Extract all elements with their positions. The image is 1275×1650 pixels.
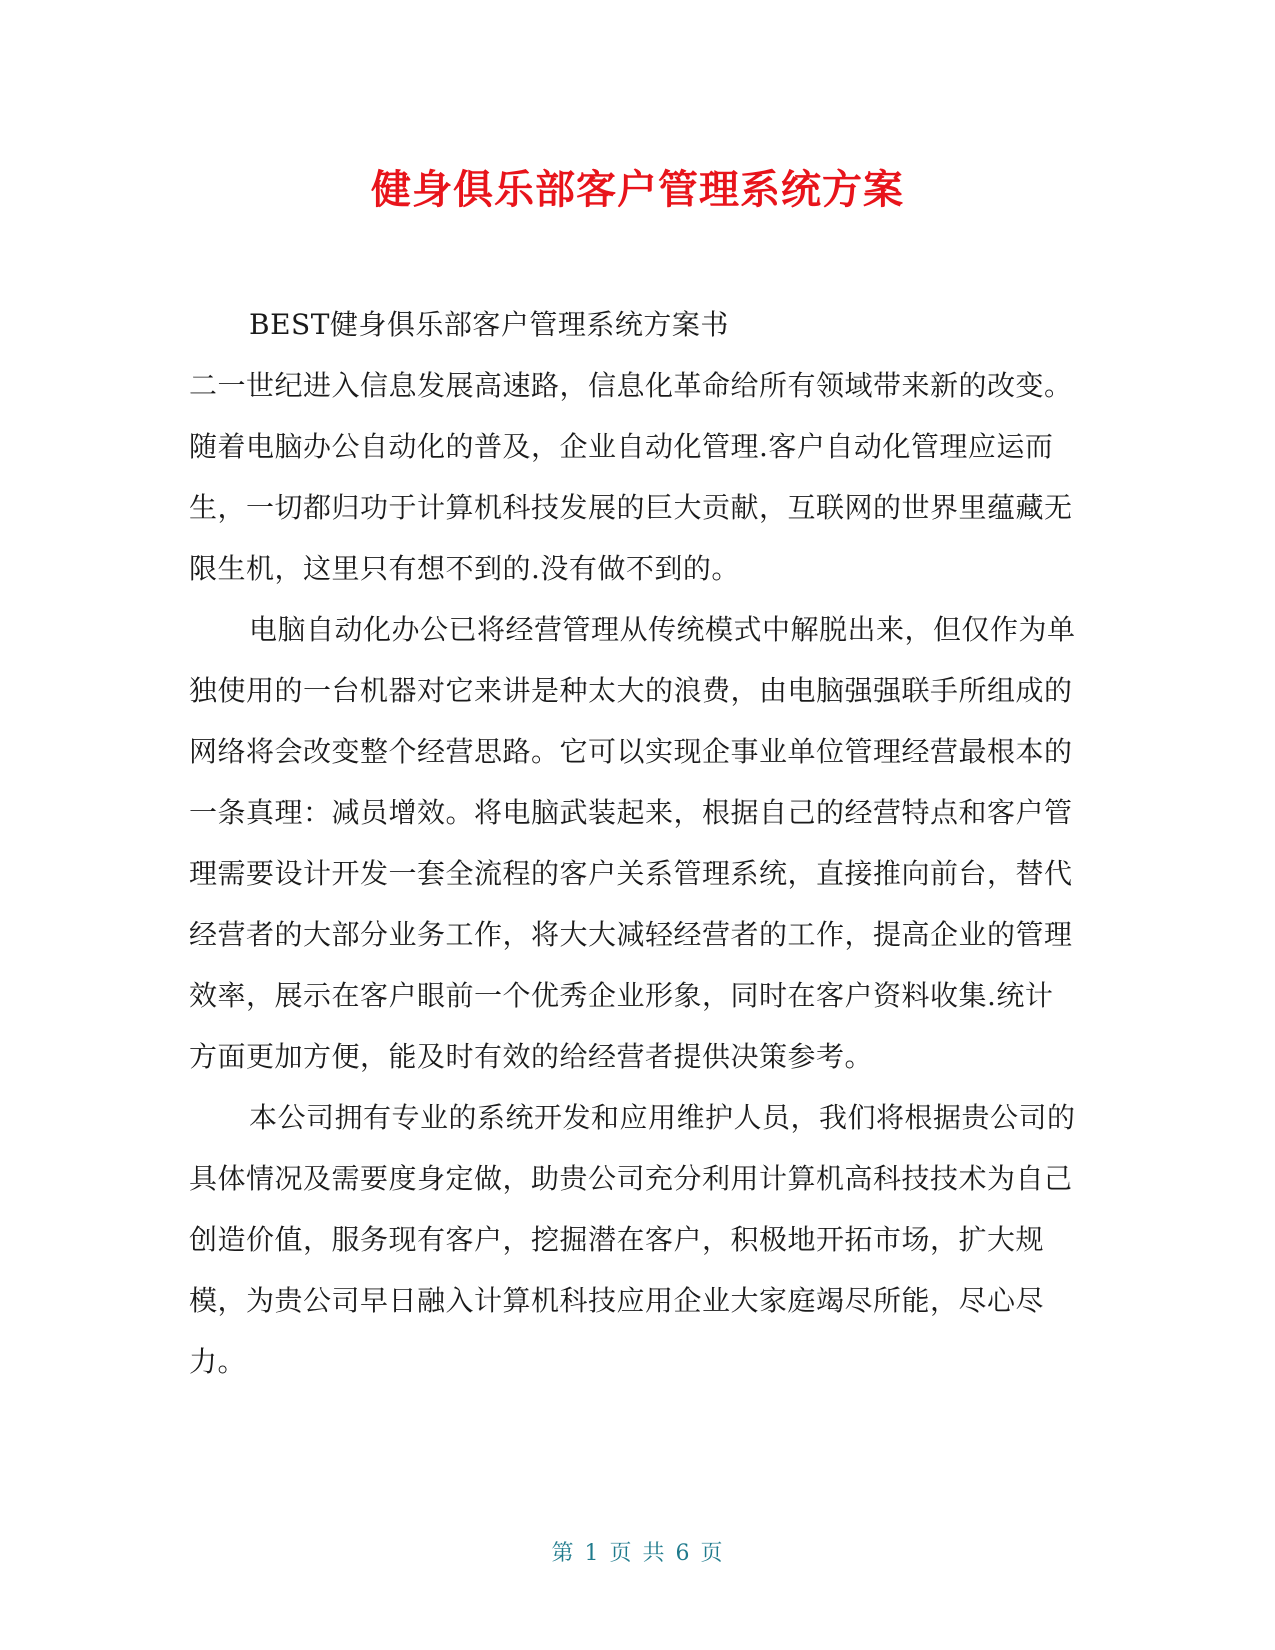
page-footer bbox=[0, 1539, 1275, 1569]
paragraph-3: 电脑自动化办公已将经营管理从传统模式中解脱出来，但仅作为单独使用的一台机器对它来讲是种太大的浪费，由电脑强强联手所组成的网络将会改变整个经营思路。它可以实现企事业单位管理经营最根本的一条真理：减员增效。将电脑武装起来，根据自己的经营特点和客户管理需要设计开发一套全流程的客户关系管理系统，直接推向前台，替代经营者的大部分业务工作，将大大减轻经营者的工作，提高企业的管理效率，展示在客户眼前一个优秀企业形象，同时在客户资料收集.统计方面更加方便，能及时有效的给经营者提供决策参考。 bbox=[189, 613, 1076, 1073]
paragraph-1: BEST健身俱乐部客户管理系统方案书 bbox=[249, 308, 729, 341]
footer-label-page-unit: 页 bbox=[609, 1541, 633, 1566]
footer-label-total: 共 bbox=[642, 1541, 666, 1566]
footer-total-pages: 6 bbox=[675, 1541, 691, 1566]
paragraph-4: 本公司拥有专业的系统开发和应用维护人员，我们将根据贵公司的具体情况及需要度身定做，助贵公司充分利用计算机高科技技术为自己创造价值，服务现有客户，挖掘潜在客户，积极地开拓市场，扩大规模，为贵公司早日融入计算机科技应用企业大家庭竭尽所能，尽心尽力。 bbox=[189, 1101, 1076, 1378]
document-body bbox=[189, 294, 1079, 1392]
footer-label-page: 第 bbox=[551, 1541, 575, 1566]
document-title: 健身俱乐部客户管理系统方案 bbox=[371, 167, 904, 213]
footer-current-page: 1 bbox=[584, 1541, 600, 1566]
footer-label-total-unit: 页 bbox=[700, 1541, 724, 1566]
paragraph-2: 二一世纪进入信息发展高速路，信息化革命给所有领域带来新的改变。随着电脑办公自动化的普及，企业自动化管理.客户自动化管理应运而生，一切都归功于计算机科技发展的巨大贡献，互联网的世界里蕴藏无限生机，这里只有想不到的.没有做不到的。 bbox=[189, 369, 1073, 585]
